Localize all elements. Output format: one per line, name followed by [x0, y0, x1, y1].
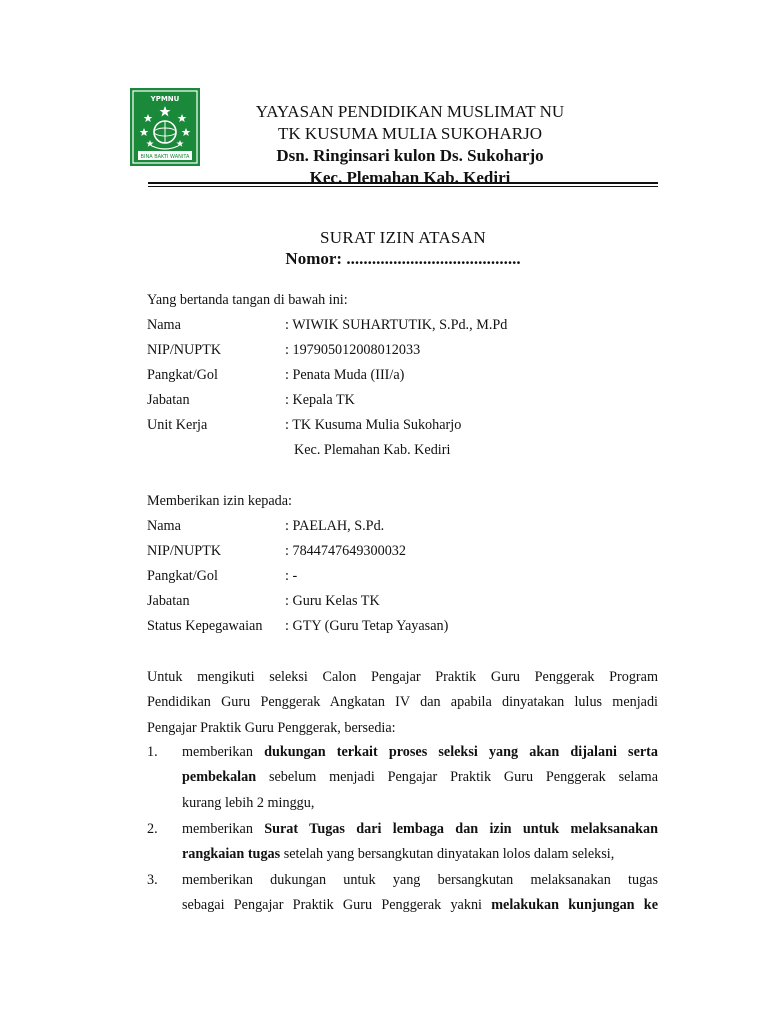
signer-intro: Yang bertanda tangan di bawah ini: — [147, 292, 348, 308]
letterhead — [205, 101, 615, 189]
letter-title: SURAT IZIN ATASAN — [320, 228, 486, 247]
purpose-paragraph — [147, 665, 658, 741]
field-label: Jabatan — [147, 593, 190, 609]
item-line: memberikan Surat Tugas dari lembaga dan izin untuk melaksanakan — [182, 821, 658, 837]
item-line: rangkaian tugas setelah yang bersangkutan dinyatakan lolos dalam seleksi, — [182, 846, 615, 863]
letter-number: Nomor: ......................................... — [285, 249, 521, 268]
field-value: : 197905012008012033 — [285, 342, 421, 358]
item-line: pembekalan sebelum menjadi Pengajar Praktik Guru Penggerak selama — [182, 769, 658, 786]
field-label: Nama — [147, 317, 181, 333]
signer-unit-line-2: Kec. Plemahan Kab. Kediri — [294, 442, 451, 458]
item-line: sebagai Pengajar Praktik Guru Penggerak yakni melakukan kunjungan ke — [182, 897, 658, 914]
field-value: : Guru Kelas TK — [285, 593, 380, 609]
item-number: 3. — [147, 872, 158, 888]
ypmnu-logo — [130, 88, 200, 166]
item-line: kurang lebih 2 minggu, — [182, 794, 315, 811]
item-number: 2. — [147, 821, 158, 837]
item-line: memberikan dukungan untuk yang bersangkutan melaksanakan tugas — [182, 872, 658, 888]
field-label: Pangkat/Gol — [147, 568, 218, 584]
field-label: NIP/NUPTK — [147, 342, 222, 358]
item-body — [182, 740, 658, 816]
field-label: Jabatan — [147, 392, 190, 408]
item-line: memberikan dukungan terkait proses seleksi yang akan dijalani serta — [182, 744, 658, 760]
field-value: : PAELAH, S.Pd. — [285, 518, 385, 534]
field-value: : 7844747649300032 — [285, 543, 406, 559]
field-label: Unit Kerja — [147, 417, 208, 433]
field-value: : WIWIK SUHARTUTIK, S.Pd., M.Pd — [285, 317, 508, 333]
item-body — [182, 817, 658, 868]
school-name: TK KUSUMA MULIA SUKOHARJO — [278, 124, 542, 143]
item-body — [182, 868, 658, 919]
letterhead-divider-thin — [148, 186, 658, 187]
address-line-1: Dsn. Ringinsari kulon Ds. Sukoharjo — [276, 146, 544, 165]
recipient-intro: Memberikan izin kepada: — [147, 493, 292, 509]
letterhead-divider-thick — [148, 182, 658, 184]
field-label: Pangkat/Gol — [147, 367, 218, 383]
field-value: : - — [285, 568, 298, 584]
field-value: : Penata Muda (III/a) — [285, 367, 405, 383]
field-label: Nama — [147, 518, 181, 534]
paragraph-line: Pengajar Praktik Guru Penggerak, bersedia: — [147, 719, 396, 736]
logo-bottom-text: BINA BAKTI WANITA — [140, 154, 190, 160]
field-label: NIP/NUPTK — [147, 543, 222, 559]
address-line-2: Kec. Plemahan Kab. Kediri — [309, 168, 511, 187]
field-value: : Kepala TK — [285, 392, 355, 408]
logo-top-text: YPMNU — [150, 95, 180, 103]
paragraph-line: Untuk mengikuti seleksi Calon Pengajar Praktik Guru Penggerak Program — [147, 669, 658, 685]
item-number: 1. — [147, 744, 158, 760]
paragraph-line: Pendidikan Guru Penggerak Angkatan IV dan apabila dinyatakan lulus menjadi — [147, 694, 658, 711]
foundation-name: YAYASAN PENDIDIKAN MUSLIMAT NU — [255, 102, 565, 121]
field-label: Status Kepegawaian — [147, 618, 263, 634]
field-value: : TK Kusuma Mulia Sukoharjo — [285, 417, 462, 433]
field-value: : GTY (Guru Tetap Yayasan) — [285, 618, 449, 634]
